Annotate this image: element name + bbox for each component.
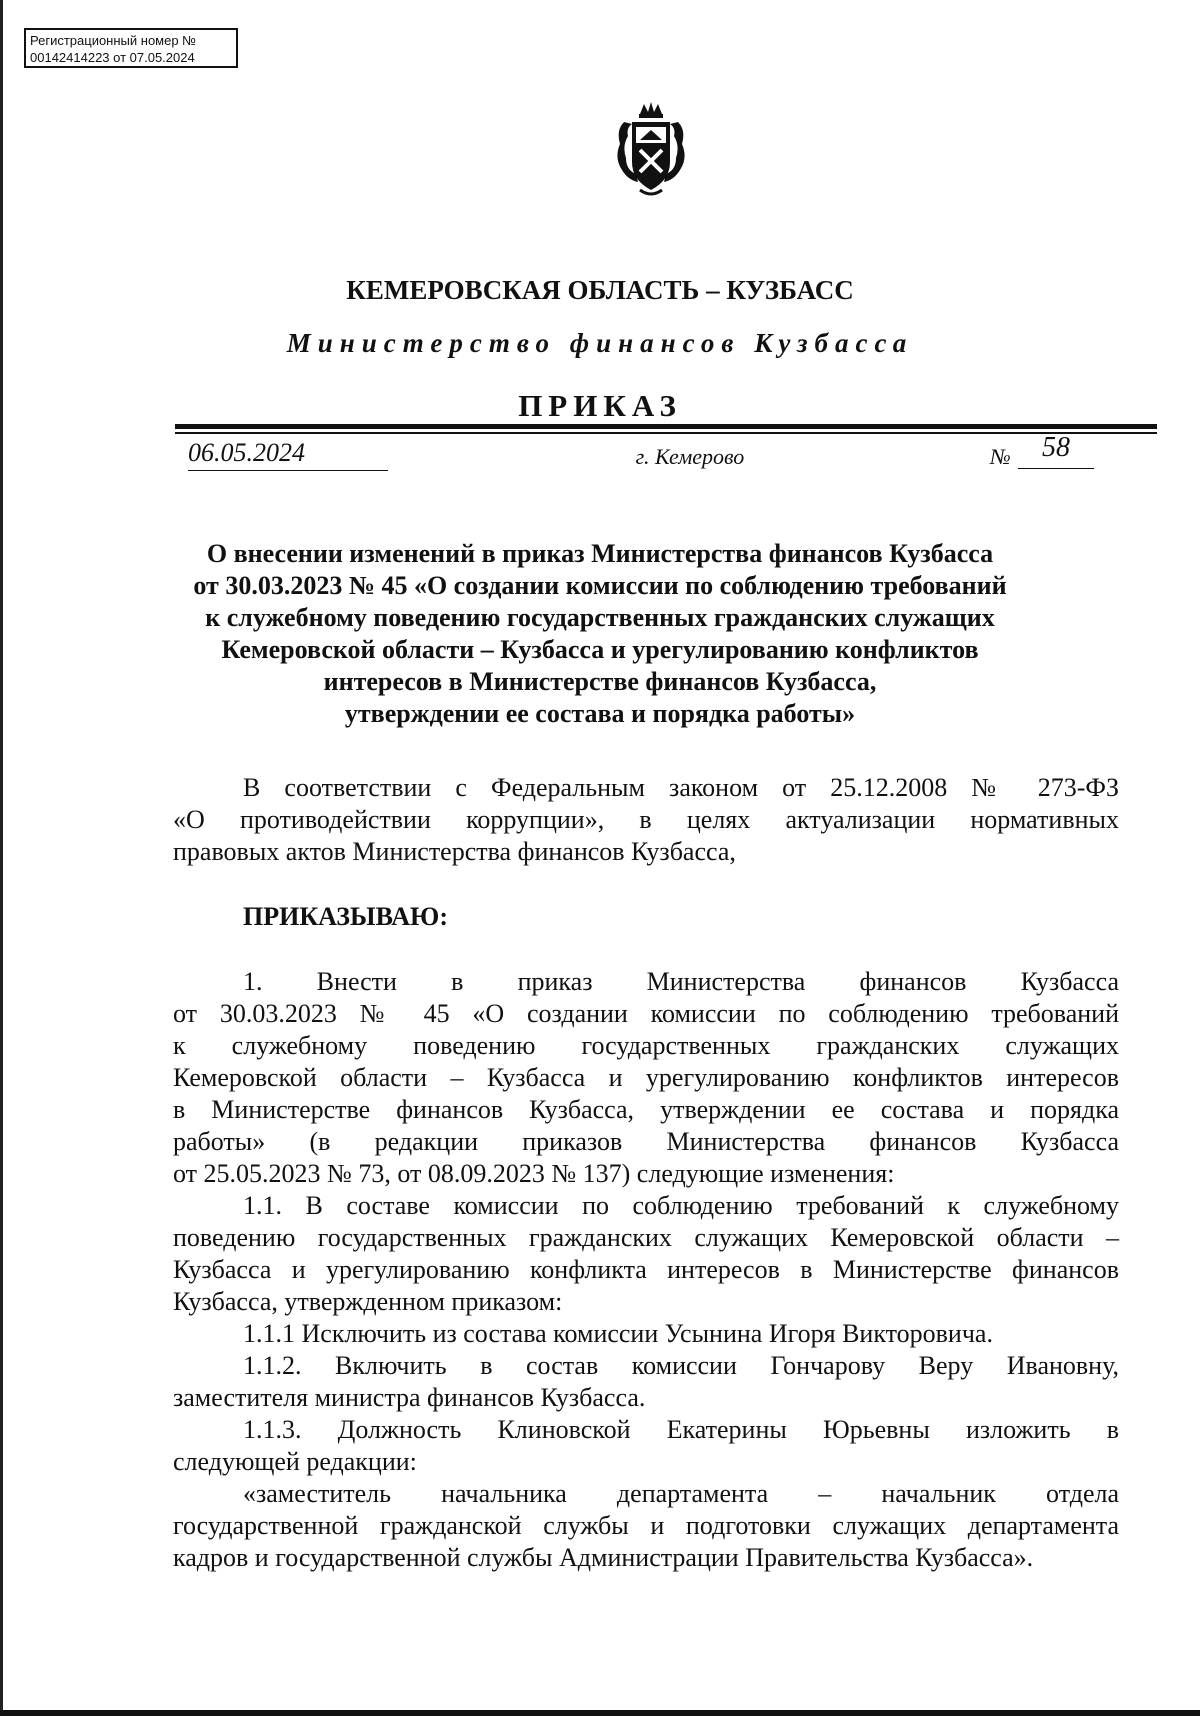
item-1-1-line: Кузбасса, утвержденном приказом: — [173, 1287, 563, 1316]
ministry-name: Министерство финансов Кузбасса — [286, 328, 914, 358]
heading-line: О внесении изменений в приказ Министерства финансов Кузбасса — [206, 539, 994, 568]
item-1-line: Кемеровской области – Кузбасса и урегулированию конфликтов интересов — [173, 1063, 1119, 1092]
order-heading — [160, 538, 1040, 730]
item-1 — [173, 966, 1119, 1574]
quote-line: кадров и государственной службы Администрации Правительства Кузбасса». — [173, 1543, 1034, 1572]
item-1-1-2-line: 1.1.2. Включить в состав комиссии Гончарову Веру Ивановну, — [243, 1351, 1119, 1380]
header-rule-thick — [175, 424, 1157, 429]
item-1-1-line: 1.1. В составе комиссии по соблюдению требований к служебному — [243, 1191, 1119, 1220]
item-1-line: работы» (в редакции приказов Министерства финансов Кузбасса — [173, 1127, 1119, 1156]
item-1-1-3-line: 1.1.3. Должность Клиновской Екатерины Юрьевны изложить в — [243, 1415, 1119, 1444]
registration-line-2: 00142414223 от 07.05.2024 — [30, 50, 195, 65]
quote-line: государственной гражданской службы и подготовки служащих департамента — [173, 1511, 1119, 1540]
kuzbass-coat-of-arms-icon — [610, 100, 692, 200]
number-label: № — [990, 444, 1011, 469]
item-1-line: от 25.05.2023 № 73, от 08.09.2023 № 137) следующие изменения: — [173, 1159, 895, 1188]
region-title: КЕМЕРОВСКАЯ ОБЛАСТЬ – КУЗБАСС — [346, 275, 854, 305]
heading-line: утверждении ее состава и порядка работы» — [344, 699, 856, 728]
item-1-1-2-line: заместителя министра финансов Кузбасса. — [173, 1383, 646, 1412]
item-1-1-line: поведению государственных гражданских служащих Кемеровской области – — [173, 1223, 1119, 1252]
scan-left-edge — [0, 0, 3, 1716]
item-1-line: от 30.03.2023 № 45 «О создании комиссии по соблюдению требований — [173, 999, 1119, 1028]
heading-line: Кемеровской области – Кузбасса и урегулированию конфликтов — [221, 635, 979, 664]
header-rule-thin — [175, 432, 1157, 434]
document-type: ПРИКАЗ — [518, 388, 682, 423]
preamble-line: правовых актов Министерства финансов Кузбасса, — [173, 837, 736, 866]
preamble — [173, 772, 1119, 868]
registration-line-1: Регистрационный номер № — [30, 33, 197, 48]
item-1-1-line: Кузбасса и урегулированию конфликта интересов в Министерстве финансов — [173, 1255, 1119, 1284]
handwritten-date: 06.05.2024 — [188, 438, 388, 471]
heading-line: от 30.03.2023 № 45 «О создании комиссии по соблюдению требований — [193, 571, 1007, 600]
item-1-line: 1. Внести в приказ Министерства финансов Кузбасса — [243, 967, 1119, 996]
item-1-1-3-line: следующей редакции: — [173, 1447, 417, 1476]
item-1-line: к служебному поведению государственных гражданских служащих — [173, 1031, 1119, 1060]
registration-stamp — [24, 28, 238, 68]
quote-line: «заместитель начальника департамента – начальник отдела — [243, 1479, 1119, 1508]
item-1-1-1-line: 1.1.1 Исключить из состава комиссии Усынина Игоря Викторовича. — [243, 1319, 993, 1348]
handwritten-number: 58 — [1018, 432, 1094, 469]
heading-line: интересов в Министерстве финансов Кузбасса, — [323, 667, 877, 696]
ordering-word: ПРИКАЗЫВАЮ: — [243, 902, 448, 931]
city: г. Кемерово — [635, 444, 745, 469]
scan-bottom-edge — [0, 1710, 1200, 1716]
heading-line: к служебному поведению государственных гражданских служащих — [205, 603, 995, 632]
item-1-line: в Министерстве финансов Кузбасса, утверждении ее состава и порядка — [173, 1095, 1119, 1124]
preamble-line: В соответствии с Федеральным законом от 25.12.2008 № 273-ФЗ — [243, 773, 1119, 802]
preamble-line: «О противодействии коррупции», в целях актуализации нормативных — [173, 805, 1119, 834]
